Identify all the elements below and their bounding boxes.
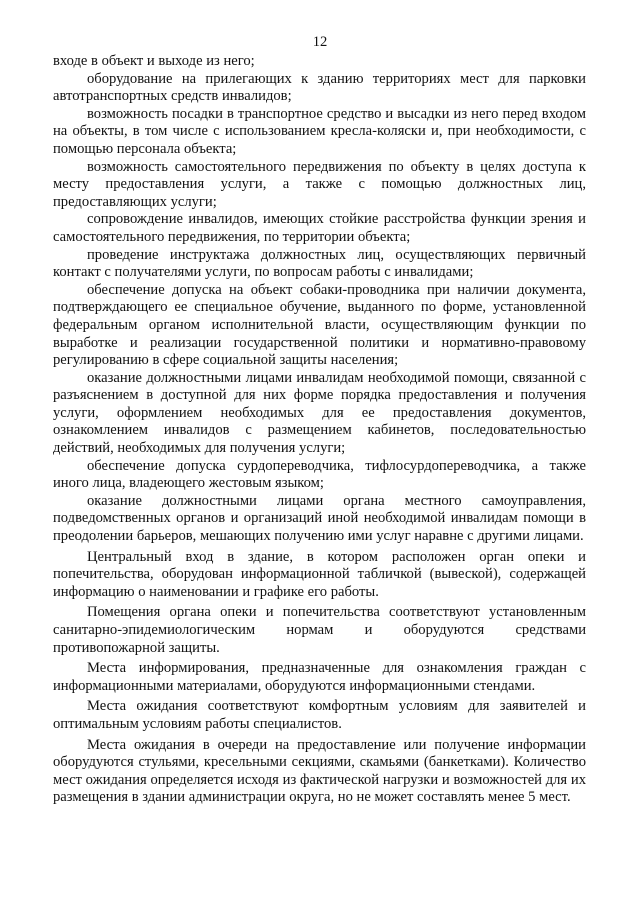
page-number: 12 (312, 34, 328, 50)
paragraph: входе в объект и выходе из него; (53, 53, 255, 69)
paragraph: оказание должностными лицами органа местного самоуправления, подведомственных органов и организаций иной необходимой инвалидам помощи в преодолении барьеров, мешающих получению ими услуг наравне с другими лицами. (53, 492, 586, 545)
paragraph: обеспечение допуска сурдопереводчика, тифлосурдопереводчика, а также иного лица, владеющего жестовым языком; (53, 457, 586, 492)
paragraph: Помещения органа опеки и попечительства соответствуют установленным санитарно-эпидемиологическим нормам и оборудуются средствами противопожарной защиты. (53, 604, 586, 656)
paragraph: возможность самостоятельного передвижения по объекту в целях доступа к месту предоставления услуги, а также с помощью должностных лиц, предоставляющих услуги; (53, 158, 586, 210)
paragraph: Центральный вход в здание, в котором расположен орган опеки и попечительства, оборудован информационной табличкой (вывеской), содержащей информацию о наименовании и графике его работы. (53, 548, 586, 600)
paragraph: Места ожидания в очереди на предоставление или получение информации оборудуются стульями, кресельными секциями, скамьями (банкетками). Количество мест ожидания определяется исходя из фактической нагрузки и возможностей для их размещения в здании администрации округа, но не может составлять менее 5 мест. (53, 736, 586, 806)
paragraph: Места ожидания соответствуют комфортным условиям для заявителей и оптимальным условиям работы специалистов. (53, 698, 586, 732)
paragraph: Места информирования, предназначенные для ознакомления граждан с информационными материалами, оборудуются информационными стендами. (53, 660, 586, 694)
paragraph: проведение инструктажа должностных лиц, осуществляющих первичный контакт с получателями услуги, по вопросам работы с инвалидами; (53, 246, 586, 281)
paragraph: сопровождение инвалидов, имеющих стойкие расстройства функции зрения и самостоятельного передвижения, по территории объекта; (53, 211, 586, 245)
paragraph: возможность посадки в транспортное средство и высадки из него перед входом на объекты, в том числе с использованием кресла-коляски и, при необходимости, с помощью персонала объекта; (53, 105, 586, 157)
paragraph: оборудование на прилегающих к зданию территориях мест для парковки автотранспортных средств инвалидов; (53, 70, 586, 105)
paragraph: обеспечение допуска на объект собаки-проводника при наличии документа, подтверждающего ее специальное обучение, выданного по форме, установленной федеральным органом исполнительной власти, осуществляющим функции по выработке и реализации государственной политики и нормативно-правовому регулированию в сфере социальной защиты населения; (53, 281, 586, 369)
paragraph: оказание должностными лицами инвалидам необходимой помощи, связанной с разъяснением в доступной для них форме порядка предоставления и получения услуги, оформлением необходимых для ее предоставления документов, ознакомлением инвалидов с размещением кабинетов, последовательностью действий, необходимых для получения услуги; (53, 369, 586, 457)
document-body (53, 53, 586, 807)
